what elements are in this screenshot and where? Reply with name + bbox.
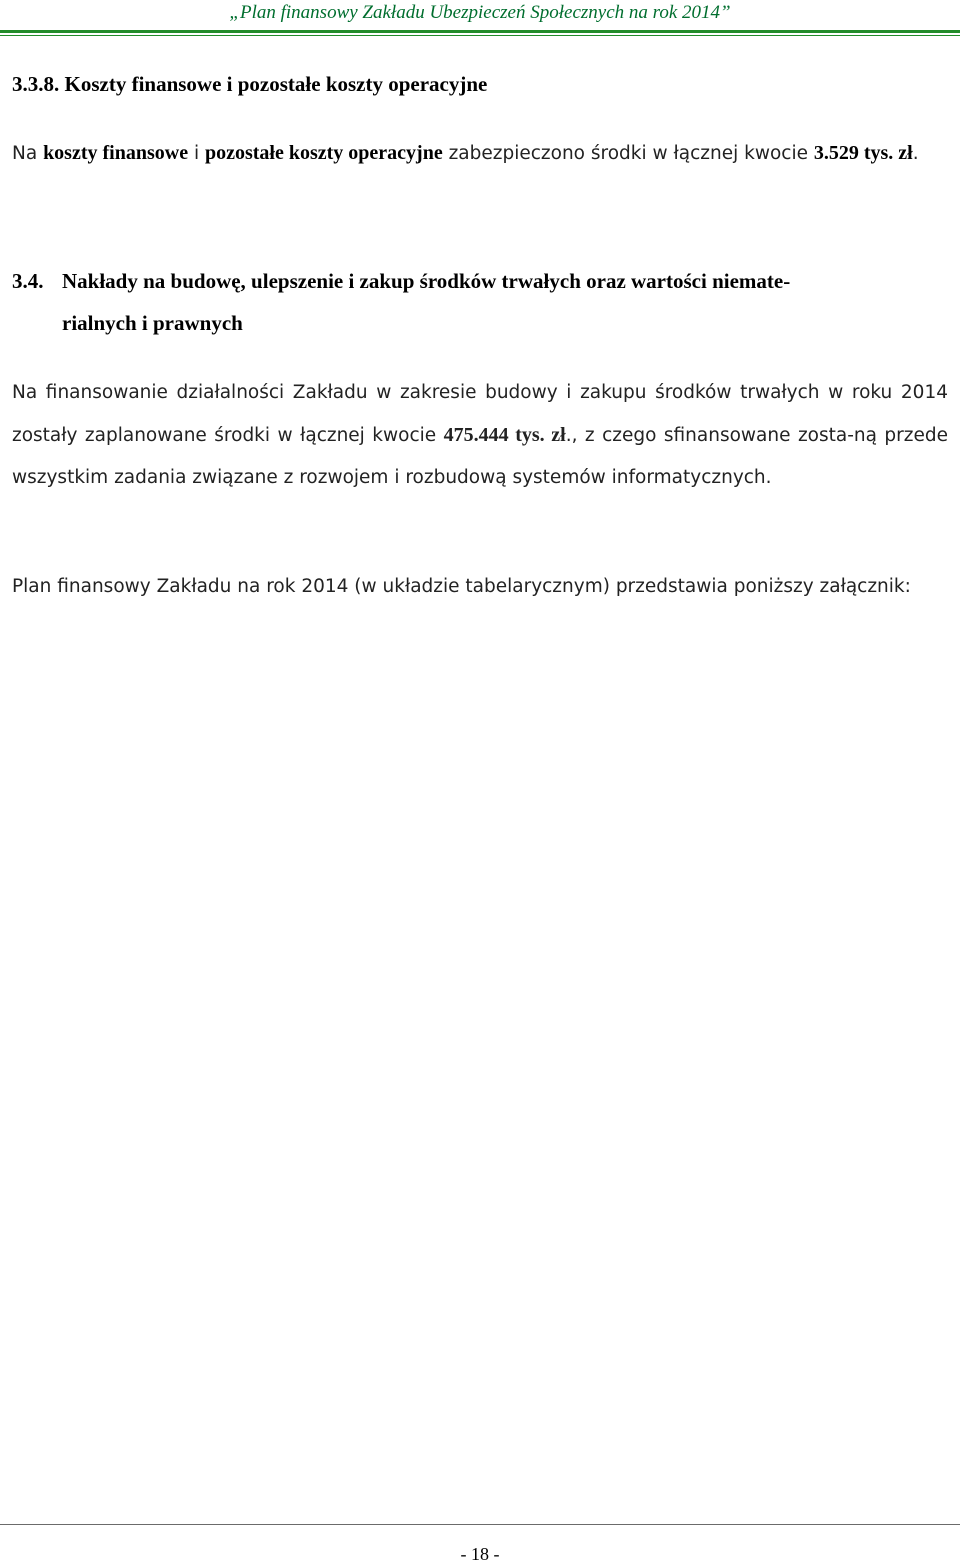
text: Na	[12, 143, 44, 164]
section-number: 3.4.	[12, 269, 44, 293]
header-rule-thick	[0, 30, 960, 33]
text: i	[188, 143, 205, 164]
paragraph-financial-costs	[12, 132, 948, 175]
header-rule-thin	[0, 35, 960, 36]
footer-rule	[0, 1524, 960, 1525]
emphasis-other-operating-costs: pozostałe koszty operacyjne	[204, 142, 443, 164]
heading-line-2: rialnych i prawnych	[62, 311, 243, 335]
emphasis-financial-costs: koszty finansowe	[43, 142, 189, 164]
text: ., z czego sfinansowane zosta-ną przede wszystkim zadania związane z rozwojem i rozbudową systemów informatycznych.	[12, 425, 948, 488]
text: zabezpieczono środki w łącznej kwocie	[442, 143, 814, 164]
amount-3529: 3.529 tys. zł	[813, 142, 913, 164]
text: Na finansowanie działalności Zakładu w zakresie budowy i zakupu środków trwałych w roku 2014 zostały zaplanowane środki w łącznej kwocie	[12, 382, 948, 446]
section-heading-3-3-8: 3.3.8. Koszty finansowe i pozostałe koszty operacyjne	[12, 72, 488, 96]
paragraph-closing: Plan finansowy Zakładu na rok 2014 (w układzie tabelarycznym) przedstawia poniższy załącznik:	[12, 576, 911, 597]
page-number: - 18 -	[460, 1544, 500, 1564]
section-heading-3-4	[12, 260, 952, 344]
amount-475444: 475.444 tys. zł	[443, 424, 566, 446]
paragraph-capital-expenditure	[12, 372, 948, 499]
running-header-title: „Plan finansowy Zakładu Ubezpieczeń Społecznych na rok 2014”	[229, 2, 731, 23]
text: .	[912, 143, 919, 164]
heading-line-1: Nakłady na budowę, ulepszenie i zakup środków trwałych oraz wartości niemate-	[62, 269, 791, 293]
